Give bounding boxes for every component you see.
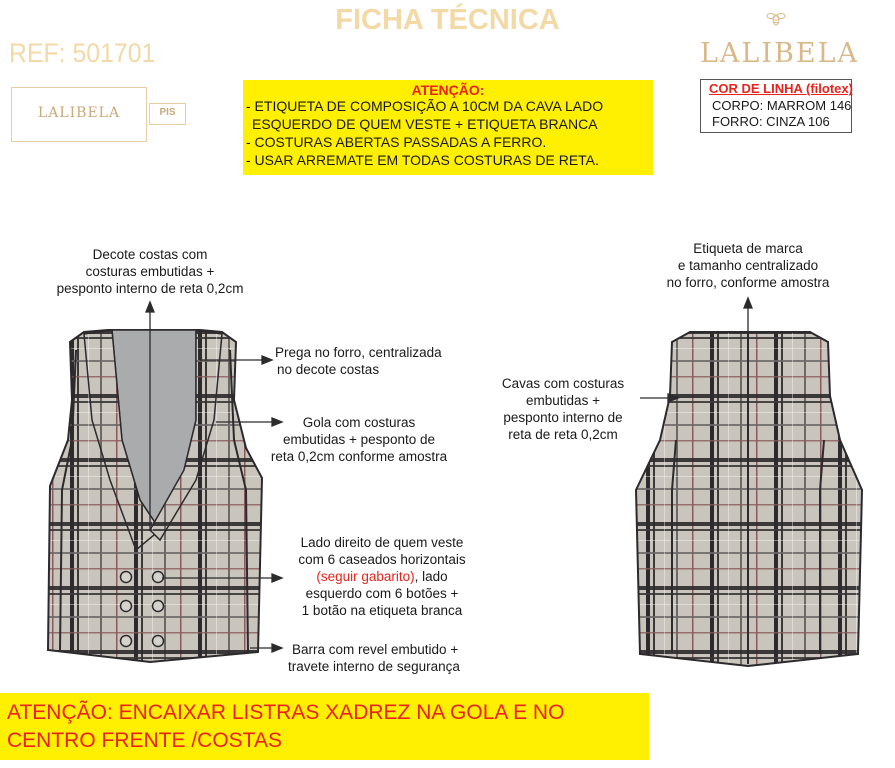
note-line: esquerdo com 6 botões +: [305, 586, 459, 601]
thread-heading: COR DE LINHA (filotex): [709, 81, 853, 96]
attention-line: ESQUERDO DE QUEM VESTE + ETIQUETA BRANCA: [252, 116, 598, 132]
page-title: FICHA TÉCNICA: [335, 4, 560, 36]
note-line: Cavas com costuras: [501, 376, 625, 391]
attention-line: - ETIQUETA DE COMPOSIÇÃO A 10CM DA CAVA LADO: [246, 98, 604, 114]
buttons-note: [270, 534, 494, 619]
note-line: reta de reta 0,2cm: [508, 427, 618, 442]
note-line: 1 botão na etiqueta branca: [301, 603, 463, 618]
note-line: no decote costas: [277, 362, 380, 377]
neckline-note: [30, 246, 270, 297]
pis-tag-text: PIS: [159, 107, 176, 118]
bottom-notice-line: CENTRO FRENTE /COSTAS: [7, 729, 282, 752]
bottom-notice-line: ATENÇÃO: ENCAIXAR LISTRAS XADREZ NA GOLA E NO: [7, 701, 565, 724]
note-line: costuras embutidas +: [85, 264, 215, 279]
note-line: embutidas + pesponto de: [283, 432, 435, 447]
back-vest-drawing: [636, 332, 862, 666]
note-line: Decote costas com: [92, 247, 208, 262]
hem-note: [288, 641, 460, 675]
note-line: Etiqueta de marca: [693, 241, 803, 256]
thread-lining: FORRO: CINZA 106: [712, 114, 830, 129]
note-line: travete interno de segurança: [288, 659, 460, 674]
thread-body: CORPO: MARROM 146: [712, 98, 852, 113]
attention-heading: ATENÇÃO:: [411, 82, 485, 98]
note-line: Prega no forro, centralizada: [275, 345, 442, 360]
gabarito-highlight: (seguir gabarito): [316, 569, 415, 584]
note-line: Barra com revel embutido +: [292, 642, 459, 657]
brand-logo: LALIBELA: [700, 38, 860, 69]
back-label-note: [628, 240, 868, 291]
note-line: Lado direito de quem veste: [300, 535, 464, 550]
note-line: pesponto interno de reta 0,2cm: [56, 281, 244, 296]
armhole-note: [488, 375, 638, 443]
collar-note: [244, 414, 474, 465]
note-line: Gola com costuras: [302, 415, 416, 430]
note-line: no forro, conforme amostra: [666, 275, 830, 290]
note-line: [270, 568, 494, 585]
note-line: e tamanho centralizado: [677, 258, 819, 273]
note-line: pesponto interno de: [503, 410, 623, 425]
note-fragment: , lado: [414, 569, 448, 584]
reference-code: REF: 501701: [9, 38, 156, 68]
note-line: reta 0,2cm conforme amostra: [270, 449, 448, 464]
pleat-note: [275, 344, 442, 378]
note-line: embutidas +: [526, 393, 600, 408]
bottom-notice: [0, 693, 649, 760]
attention-line: - USAR ARREMATE EM TODAS COSTURAS DE RETA.: [246, 152, 599, 168]
label-brand-text: LALIBELA: [37, 105, 121, 121]
front-vest-drawing: [48, 330, 262, 662]
note-line: com 6 caseados horizontais: [298, 552, 466, 567]
attention-line: - COSTURAS ABERTAS PASSADAS A FERRO.: [246, 134, 547, 150]
